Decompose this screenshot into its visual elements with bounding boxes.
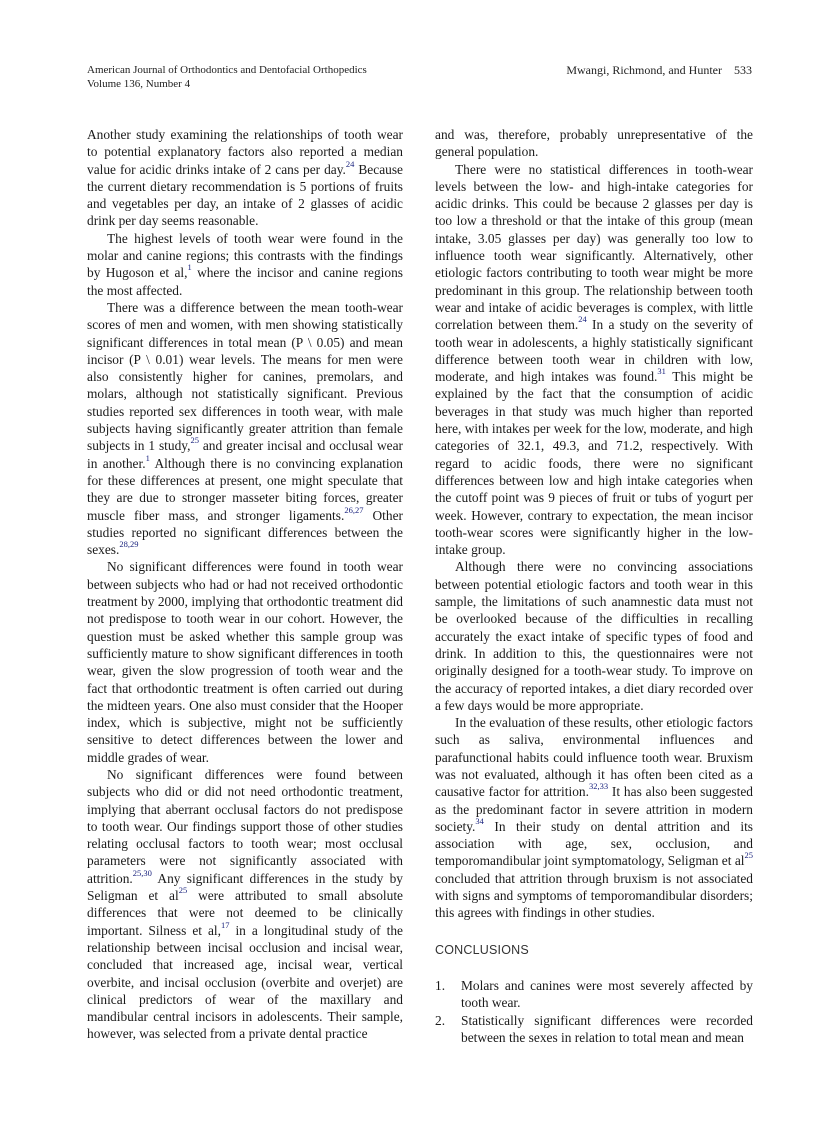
conclusion-item bbox=[435, 1012, 753, 1047]
author-page-info bbox=[566, 63, 752, 77]
page-number: 533 bbox=[734, 63, 752, 77]
citation-reference[interactable]: 25 bbox=[744, 850, 753, 861]
right-column bbox=[435, 126, 753, 1046]
left-column bbox=[87, 126, 403, 1043]
citation-reference[interactable]: 25,30 bbox=[132, 867, 152, 878]
paragraph: Although there were no convincing associations between potential etiologic factors and tooth wear in this sample, the limitations of such anamnestic data must not be overlooked because of the difficulties in recalling accurately the exact intake of specific types of food and drink. In addition to this, the questionnaires were not originally designed for a tooth-wear study. To improve on the accuracy of reported intakes, a diet diary recorded over a few days would be more appropriate. bbox=[435, 559, 753, 713]
citation-reference[interactable]: 26,27 bbox=[344, 504, 364, 515]
list-number: 1. bbox=[435, 977, 446, 993]
citation-reference[interactable]: 24 bbox=[578, 314, 587, 325]
paragraph: There was a difference between the mean tooth-wear scores of men and women, with men showing statistically significant differences in total mean (P \ 0.05) and mean incisor (P \ 0.01) wear levels. The means for men were also consistently higher for canines, premolars, and molars, although not statistically significant. Previous studies reported sex differences in tooth wear, with male subjects having significantly greater attrition than female subjects in 1 study,$^{25}$ and greater incisal and occlusal wear in another.$^1$ Although there is no convincing explanation for these differences at present, one might speculate that they are due to stronger masseter biting forces, greater muscle fiber mass, and stronger ligaments.$^{26,27}$ Other studies reported no significant differences between the sexes.$^{28,29}$ bbox=[87, 299, 403, 558]
citation-reference[interactable]: 17 bbox=[220, 919, 230, 930]
paragraph: and was, therefore, probably unrepresentative of the general population. bbox=[435, 127, 753, 160]
citation-reference[interactable]: 1 bbox=[187, 262, 192, 273]
paragraph: The highest levels of tooth wear were found in the molar and canine regions; this contrasts with the findings by Hugoson et al,$^1$ where the incisor and canine regions the most affected. bbox=[87, 230, 404, 298]
conclusions-list bbox=[435, 977, 753, 1046]
conclusion-text: Statistically significant differences were recorded between the sexes in relation to total mean and mean bbox=[461, 1012, 753, 1045]
citation-reference[interactable]: 28,29 bbox=[119, 539, 139, 550]
citation-reference[interactable]: 25 bbox=[190, 435, 199, 446]
citation-reference[interactable]: 32,33 bbox=[588, 781, 609, 792]
list-number: 2. bbox=[435, 1012, 446, 1028]
paragraph: In the evaluation of these results, other etiologic factors such as saliva, environmental influences and parafunctional habits could influence tooth wear. Bruxism was not evaluated, although it has often been cited as a causative factor for attrition.$^{32,33}$ It has also been suggested as the predominant factor in severe attrition in modern society.$^{34}$ In their study on dental attrition and its association with age, sex, occlusion, and temporomandibular joint symptomatology, Seligman et $al^{25}$ concluded that attrition through bruxism is not associated with signs and symptoms of temporomandibular disorders; this agrees with findings in other studies. bbox=[435, 715, 753, 921]
conclusion-item bbox=[435, 977, 753, 1012]
authors: Mwangi, Richmond, and Hunter bbox=[566, 63, 722, 77]
section-heading-conclusions: CONCLUSIONS bbox=[435, 942, 529, 957]
paragraph: There were no statistical differences in tooth-wear levels between the low- and high-intake categories for acidic drinks. This could be because 2 glasses per day is too low a threshold or that the intake of this group (mean intake, 3.05 glasses per day) was generally too low to influence tooth wear significantly. Alternatively, other etiologic factors contributing to tooth wear might be more predominant in this group. The relationship between tooth wear and intake of acidic beverages is complex, with little correlation between them.$^{24}$ In a study on the severity of tooth wear in adolescents, a highly statistically significant difference between tooth wear in children with low, moderate, and high intakes was found.$^{31}$ This might be explained by the fact that the consumption of acidic beverages in that study was much higher than reported here, with intakes per week for the low, moderate, and high categories of 32.1, 49.3, and 71.2, respectively. With regard to acidic foods, there were no significant differences between low and high intake categories when the cutoff point was 9 pieces of fruit or tubs of yogurt per week. However, contrary to expectation, the mean incisor tooth-wear scores were significantly higher in the low-intake group. bbox=[435, 161, 753, 558]
paragraph: No significant differences were found in tooth wear between subjects who had or had not received orthodontic treatment by 2000, implying that orthodontic treatment did not predispose to tooth wear in our cohort. However, the question must be asked whether this sample group was sufficiently mature to show significant differences in tooth wear, given the slow progression of tooth wear and the fact that orthodontic treatment is often carried out during the midteen years. One also must consider that the Hooper index, which is subjective, might not be sufficiently sensitive to detect differences between the lower and middle grades of wear. bbox=[87, 559, 403, 765]
paragraph: No significant differences were found between subjects who did or did not need orthodontic treatment, implying that aberrant occlusal factors do not predispose to tooth wear. Our findings support those of other studies relating occlusal factors to tooth wear; most occlusal parameters were not significantly associated with attrition.$^{25,30}$ Any significant differences in the study by Seligman et $al^{25}$ were attributed to small absolute differences that were not deemed to be clinically important. Silness et al,$^{17}$ in a longitudinal study of the relationship between incisal occlusion and incisal wear, concluded that increased age, incisal wear, vertical overbite, and incisal occlusion (overbite and overjet) are clinical predictors of wear of the maxillary and mandibular central incisors in adolescents. Their sample, however, was selected from a private dental practice bbox=[87, 766, 403, 1042]
citation-reference[interactable]: 25 bbox=[178, 885, 188, 896]
citation-reference[interactable]: 1 bbox=[145, 452, 150, 463]
citation-reference[interactable]: 31 bbox=[657, 366, 666, 377]
citation-reference[interactable]: 24 bbox=[345, 158, 355, 169]
paragraph: Another study examining the relationships of tooth wear to potential explanatory factors also reported a median value for acidic drinks intake of 2 cans per day.$^{24}$ Because the current dietary recommendation is 5 portions of fruits and vegetables per day, an intake of 2 glasses of acidic drink per day seems reasonable. bbox=[87, 127, 403, 229]
journal-info bbox=[87, 63, 367, 91]
journal-volume: Volume 136, Number 4 bbox=[87, 78, 191, 90]
conclusion-text: Molars and canines were most severely affected by tooth wear. bbox=[461, 977, 753, 1011]
right-column-body bbox=[435, 126, 753, 922]
citation-reference[interactable]: 34 bbox=[475, 815, 484, 826]
journal-title: American Journal of Orthodontics and Dentofacial Orthopedics bbox=[87, 64, 367, 76]
